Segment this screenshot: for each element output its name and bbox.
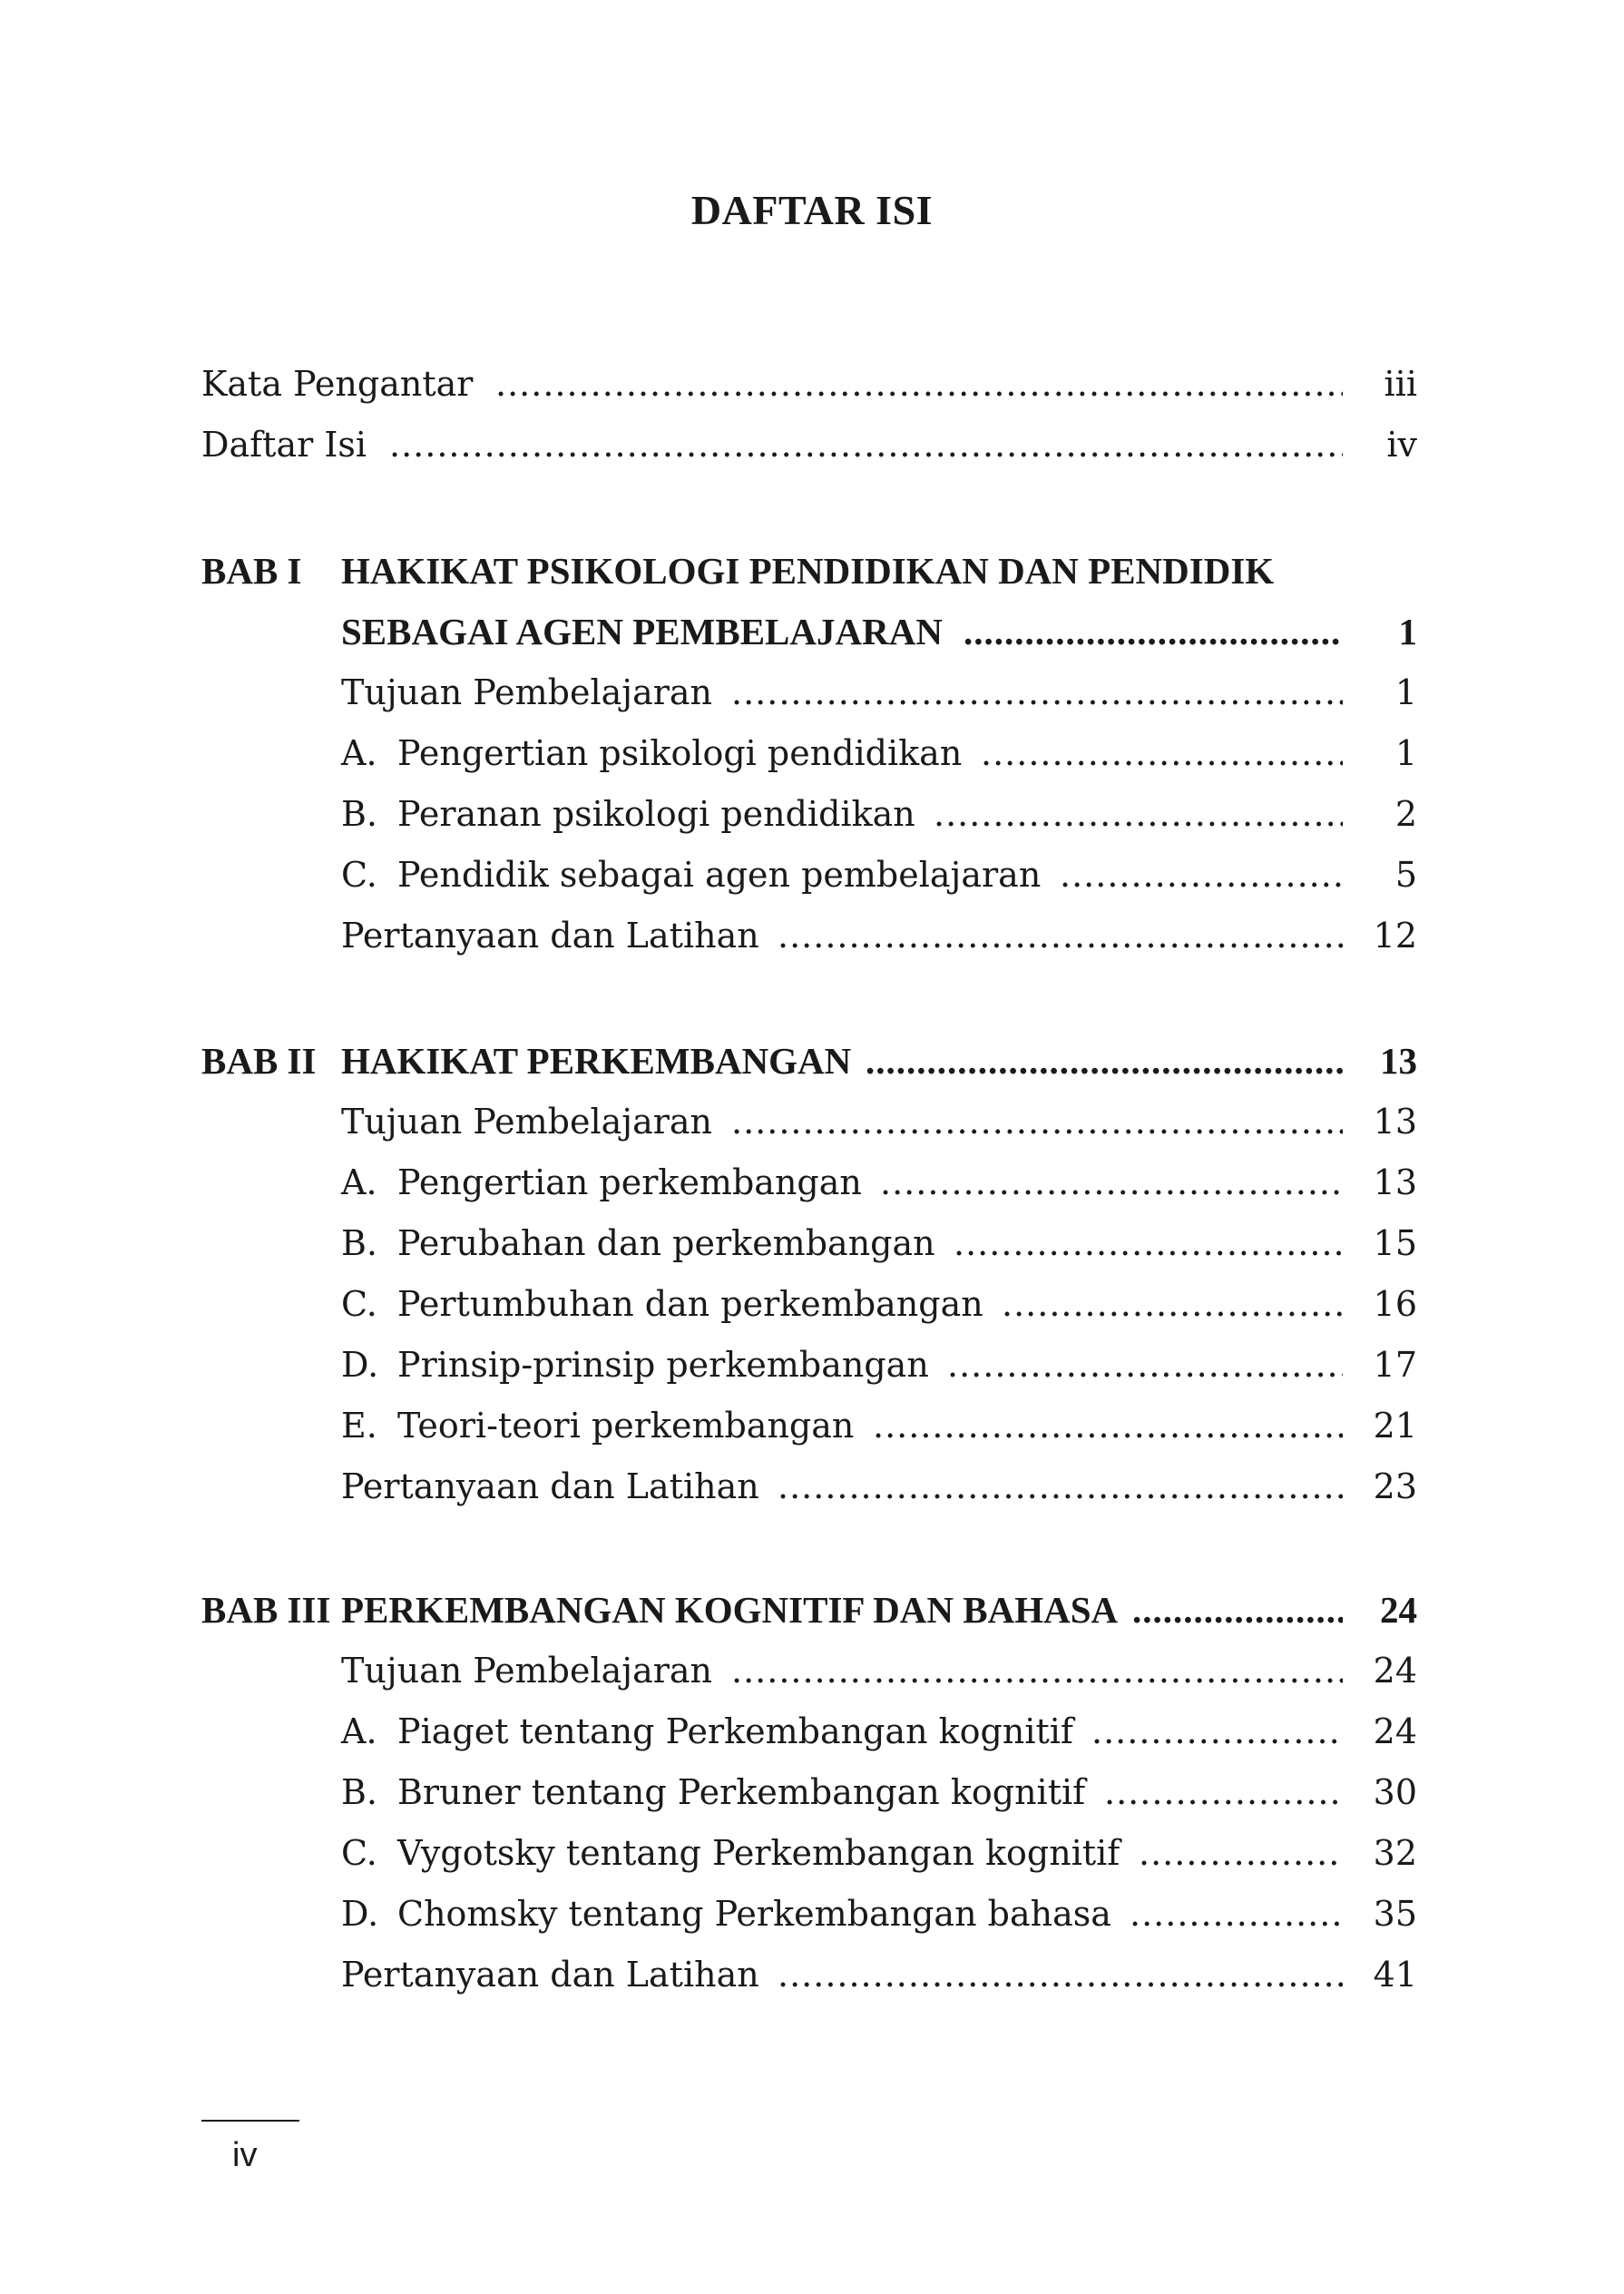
toc-entry[interactable]: [201, 360, 1417, 407]
leader-dots: [866, 1037, 1343, 1084]
toc-entry-label: Teori-teori perkembangan: [397, 1406, 855, 1446]
page-number: 17: [1373, 1345, 1417, 1385]
toc-entry-label: Pengertian psikologi pendidikan: [397, 733, 963, 773]
toc-entry[interactable]: [341, 1098, 1417, 1145]
leader-dots: [778, 912, 1343, 959]
toc-entry[interactable]: [341, 790, 1417, 838]
page-number: 15: [1373, 1223, 1417, 1263]
page-number: 21: [1373, 1406, 1417, 1446]
toc-entry-label: Piaget tentang Perkembangan kognitif: [397, 1711, 1073, 1751]
page-number: 13: [1380, 1040, 1417, 1082]
entry-letter: E.: [341, 1406, 377, 1446]
page-number: 16: [1373, 1284, 1417, 1324]
toc-entry-label: Pertumbuhan dan perkembangan: [397, 1284, 983, 1324]
toc-entry[interactable]: [341, 669, 1417, 716]
entry-letter: D.: [341, 1345, 379, 1385]
leader-dots: [1130, 1890, 1343, 1937]
toc-entry-label: Daftar Isi: [201, 425, 367, 465]
entry-letter: C.: [341, 855, 377, 895]
leader-dots: [981, 730, 1343, 777]
leader-dots: [873, 1402, 1343, 1449]
toc-entry-label: Vygotsky tentang Perkembangan kognitif: [397, 1833, 1120, 1873]
toc-entry[interactable]: [341, 1280, 1417, 1328]
chapter-number: BAB III: [201, 1589, 331, 1631]
toc-entry-label: Chomsky tentang Perkembangan bahasa: [397, 1894, 1111, 1934]
toc-entry-label: Tujuan Pembelajaran: [341, 1651, 713, 1691]
toc-entry[interactable]: [341, 1647, 1417, 1694]
toc-entry[interactable]: [341, 1463, 1417, 1510]
toc-entry-label: Prinsip-prinsip perkembangan: [397, 1345, 929, 1385]
toc-entry-label: Pengertian perkembangan: [397, 1162, 862, 1202]
leader-dots: [1091, 1708, 1343, 1755]
page-number: 13: [1373, 1162, 1417, 1202]
toc-entry-label: Pendidik sebagai agen pembelajaran: [397, 855, 1042, 895]
toc-entry[interactable]: [341, 730, 1417, 777]
toc-entry-label: Bruner tentang Perkembangan kognitif: [397, 1772, 1086, 1812]
leader-dots: [964, 608, 1343, 655]
entry-letter: A.: [341, 733, 377, 773]
page-number: 32: [1373, 1833, 1417, 1873]
page-number: 1: [1398, 611, 1417, 652]
toc-entry[interactable]: [341, 1708, 1417, 1755]
leader-dots: [495, 360, 1343, 407]
leader-dots: [1104, 1769, 1343, 1816]
entry-letter: B.: [341, 1223, 378, 1263]
page-number: 1: [1394, 672, 1417, 712]
chapter-title: HAKIKAT PERKEMBANGAN: [341, 1040, 852, 1082]
leader-dots: [731, 669, 1343, 716]
page-number: 24: [1373, 1711, 1417, 1751]
toc-entry[interactable]: [341, 1402, 1417, 1449]
toc-entry[interactable]: [341, 1769, 1417, 1816]
toc-entry[interactable]: [341, 1890, 1417, 1937]
toc-entry-label: Tujuan Pembelajaran: [341, 1102, 713, 1142]
toc-entry[interactable]: [341, 1220, 1417, 1267]
page-number: 2: [1394, 794, 1417, 834]
page-number: 12: [1373, 916, 1417, 956]
entry-letter: B.: [341, 1772, 378, 1812]
toc-entry-label: Perubahan dan perkembangan: [397, 1223, 935, 1263]
leader-dots: [778, 1951, 1343, 1998]
entry-letter: B.: [341, 794, 378, 834]
leader-dots: [731, 1647, 1343, 1694]
toc-entry[interactable]: [341, 1159, 1417, 1206]
leader-dots: [880, 1159, 1343, 1206]
toc-entry-label: Kata Pengantar: [201, 364, 474, 404]
footer-divider: [201, 2120, 299, 2122]
toc-entry-label: Tujuan Pembelajaran: [341, 672, 713, 712]
page-number: 35: [1373, 1894, 1417, 1934]
chapter-heading[interactable]: [201, 547, 1417, 594]
chapter-title-line2: SEBAGAI AGEN PEMBELAJARAN: [341, 611, 943, 652]
entry-letter: A.: [341, 1711, 377, 1751]
toc-entry-label: Peranan psikologi pendidikan: [397, 794, 915, 834]
chapter-number: BAB I: [201, 550, 302, 592]
leader-dots: [1132, 1586, 1343, 1633]
toc-entry[interactable]: [341, 1341, 1417, 1388]
chapter-title: HAKIKAT PSIKOLOGI PENDIDIKAN DAN PENDIDIK: [341, 550, 1275, 592]
toc-entry[interactable]: [341, 1951, 1417, 1998]
page-number: 5: [1394, 855, 1417, 895]
chapter-number: BAB II: [201, 1040, 317, 1082]
page-number: 41: [1373, 1955, 1417, 1995]
leader-dots: [731, 1098, 1343, 1145]
leader-dots: [1060, 851, 1343, 898]
toc-entry-label: Pertanyaan dan Latihan: [341, 1466, 759, 1506]
chapter-heading[interactable]: [201, 1037, 1417, 1084]
leader-dots: [389, 421, 1343, 468]
chapter-title: PERKEMBANGAN KOGNITIF DAN BAHASA: [341, 1589, 1119, 1631]
chapter-heading[interactable]: [201, 1586, 1417, 1633]
toc-entry[interactable]: [341, 851, 1417, 898]
page-title: DAFTAR ISI: [690, 187, 934, 233]
page-number: iv: [1386, 425, 1417, 465]
page-number: 24: [1373, 1651, 1417, 1691]
toc-entry-label: Pertanyaan dan Latihan: [341, 916, 759, 956]
page-number: 30: [1373, 1772, 1417, 1812]
leader-dots: [778, 1463, 1343, 1510]
entry-letter: C.: [341, 1833, 377, 1873]
page-number: 24: [1380, 1589, 1417, 1631]
footer-page-number: iv: [232, 2136, 258, 2174]
toc-entry[interactable]: [341, 912, 1417, 959]
page-number: iii: [1384, 364, 1417, 404]
entry-letter: D.: [341, 1894, 379, 1934]
toc-entry-label: Pertanyaan dan Latihan: [341, 1955, 759, 1995]
toc-entry[interactable]: [201, 421, 1417, 468]
toc-entry[interactable]: [341, 1829, 1417, 1877]
leader-dots: [954, 1220, 1343, 1267]
entry-letter: A.: [341, 1162, 377, 1202]
leader-dots: [934, 790, 1343, 838]
chapter-heading-continued[interactable]: [341, 608, 1417, 655]
page-number: 13: [1373, 1102, 1417, 1142]
page-number: 23: [1373, 1466, 1417, 1506]
leader-dots: [947, 1341, 1343, 1388]
page-number: 1: [1394, 733, 1417, 773]
leader-dots: [1002, 1280, 1343, 1328]
entry-letter: C.: [341, 1284, 377, 1324]
leader-dots: [1139, 1829, 1343, 1877]
